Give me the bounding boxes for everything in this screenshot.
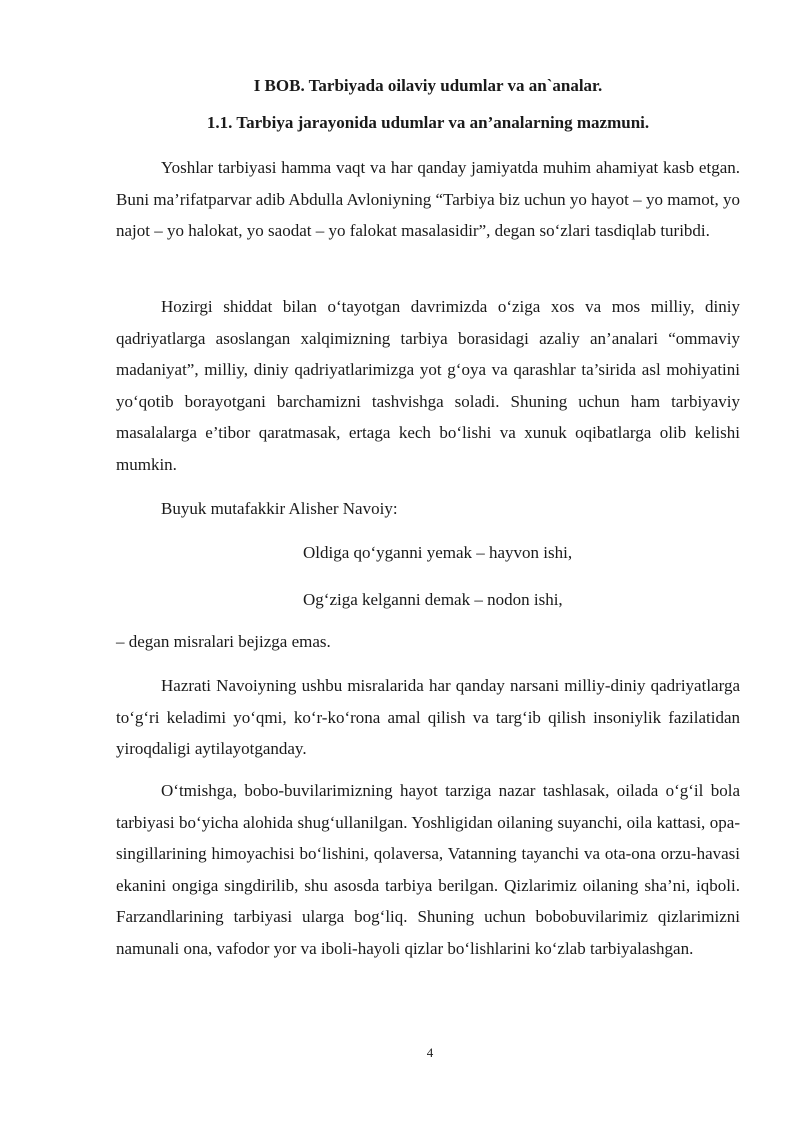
paragraph-5: Hazrati Navoiyning ushbu misralarida har qanday narsani milliy-diniy qadriyatlarga to‘g‘ri keladimi yo‘qmi, ko‘r-ko‘rona amal qilish va targ‘ib qilish insoniylik fazilatidan yiroqdaligi aytilayotganday. (116, 676, 740, 759)
verse-line-1: Oldiga qo‘yganni yemak – hayvon ishi, (303, 543, 573, 562)
paragraph-3: Buyuk mutafakkir Alisher Navoiy: (161, 499, 398, 518)
paragraph-2: Hozirgi shiddat bilan o‘tayotgan davrimizda o‘ziga xos va mos milliy, diniy qadriyatlarga asoslangan xalqimizning tarbiya borasidagi azaliy an’analari “ommaviy madaniyat”, milliy, diniy qadriyatlarimizga yot g‘oya va qarashlar ta’sirida asl mohiyatini yo‘qotib borayotgani barchamizni tashvishga soladi. Shuning uchun ham tarbiyaviy masalalarga e’tibor qaratmasak, ertaga kech bo‘lishi va xunuk oqibatlarga olib kelishi mumkin. (116, 297, 740, 474)
section-title: 1.1. Tarbiya jarayonida udumlar va an’analarning mazmuni. (206, 113, 650, 132)
paragraph-6: O‘tmishga, bobo-buvilarimizning hayot tarziga nazar tashlasak, oilada o‘g‘il bola tarbiyasi bo‘yicha alohida shug‘ullanilgan. Yoshligidan oilaning suyanchi, oila kattasi, opa-singillarining himoyachisi bo‘lishini, qolaversa, Vatanning tayanchi va ota-ona orzu-havasi ekanini ongiga singdirilib, shu asosda tarbiya berilgan. Qizlarimiz oilaning sha’ni, iqboli. Farzandlarining tarbiyasi ularga bog‘liq. Shuning uchun bobobuvilarimiz qizlarimizni namunali ona, vafodor yor va iboli-hayoli qizlar bo‘lishlarini ko‘zlab tarbiyalashgan. (116, 781, 740, 958)
verse-line-2: Og‘ziga kelganni demak – nodon ishi, (303, 590, 563, 609)
paragraph-4: – degan misralari bejizga emas. (116, 632, 331, 651)
chapter-title: I BOB. Tarbiyada oilaviy udumlar va an`analar. (253, 76, 603, 95)
paragraph-1: Yoshlar tarbiyasi hamma vaqt va har qanday jamiyatda muhim ahamiyat kasb etgan. Buni ma’rifatparvar adib Abdulla Avloniyning “Tarbiya biz uchun yo hayot – yo mamot, yo najot – yo halokat, yo saodat – yo falokat masalasidir”, degan so‘zlari tasdiqlab turibdi. (116, 158, 740, 241)
page-number: 4 (426, 1045, 434, 1060)
